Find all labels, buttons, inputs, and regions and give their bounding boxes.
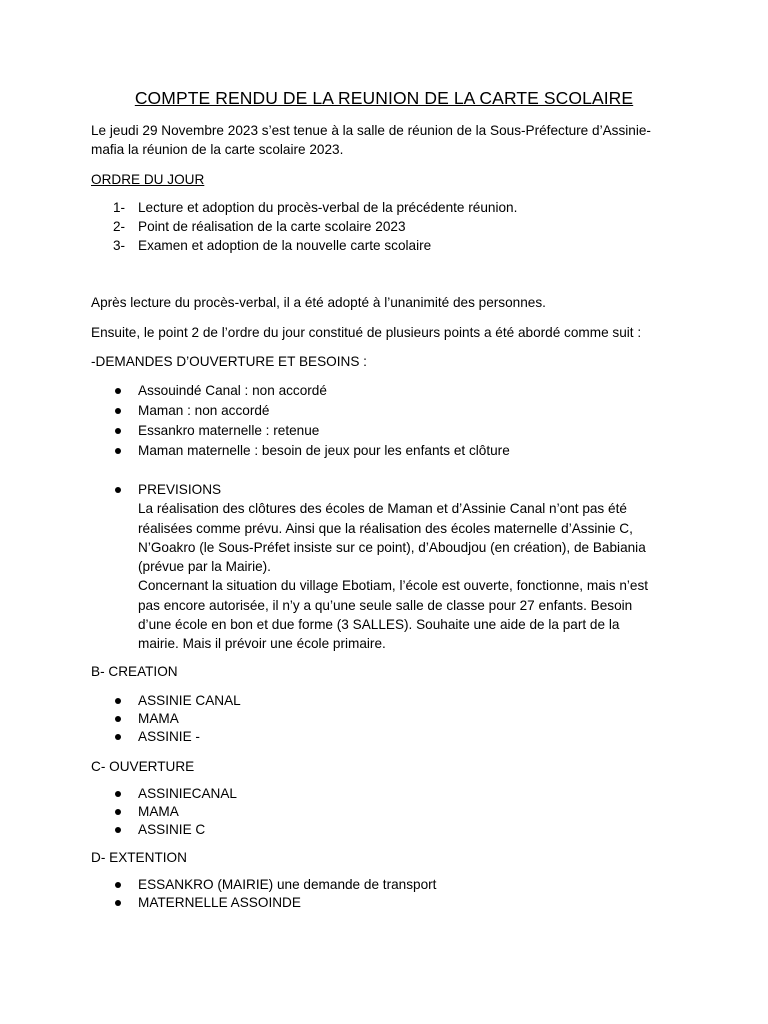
ouverture-heading: C- OUVERTURE [91,759,195,774]
bullet-icon [115,487,121,493]
list-item: ESSANKRO (MAIRIE) une demande de transport [112,876,436,894]
paragraph-adoption: Après lecture du procès-verbal, il a été adopté à l’unanimité des personnes. [91,295,546,310]
bullet-icon [115,809,121,815]
previsions-line: Concernant la situation du village Ebotiam, l’école est ouverte, fonctionne, mais n’est [138,578,649,594]
creation-list [112,692,241,746]
bullet-icon [115,448,121,454]
list-item: ASSINIE - [112,728,241,746]
bullet-icon [115,900,121,906]
previsions-line: pas encore autorisée, il n’y a qu’une seule salle de classe pour 27 enfants. Besoin [138,597,633,613]
bullet-icon [115,827,121,833]
bullet-icon [115,734,121,740]
list-item: 3- Examen et adoption de la nouvelle carte scolaire [113,238,432,253]
list-item: ASSINIECANAL [112,785,237,803]
list-item: MATERNELLE ASSOINDE [112,894,436,912]
intro-paragraph: Le jeudi 29 Novembre 2023 s’est tenue à la salle de réunion de la Sous-Préfecture d’Assinie-mafia la réunion de la carte scolaire 2023. [91,123,651,157]
bullet-icon [115,882,121,888]
list-item: Maman : non accordé [112,401,510,421]
bullet-icon [115,716,121,722]
extention-list [112,876,436,912]
previsions-line: réalisées comme prévu. Ainsi que la réalisation des écoles maternelle d’Assinie C, [138,520,633,536]
previsions-heading: PREVISIONS [138,482,222,497]
bullet-icon [115,428,121,434]
bullet-icon [115,698,121,704]
list-item: ASSINIE C [112,821,237,839]
list-item: Assouindé Canal : non accordé [112,381,510,401]
demandes-heading: -DEMANDES D’OUVERTURE ET BESOINS : [91,354,367,369]
previsions-line: mairie. Mais il prévoir une école primaire. [138,636,386,652]
list-item: Essankro maternelle : retenue [112,421,510,441]
bullet-icon [115,388,121,394]
list-item: Maman maternelle : besoin de jeux pour les enfants et clôture [112,441,510,461]
list-item: 1- Lecture et adoption du procès-verbal de la précédente réunion. [113,200,518,215]
ouverture-list [112,785,237,839]
paragraph-point-2: Ensuite, le point 2 de l’ordre du jour constitué de plusieurs points a été abordé comme suit : [91,325,642,340]
creation-heading: B- CREATION [91,664,178,679]
previsions-line: N’Goakro (le Sous-Préfet insiste sur ce point), d’Aboudjou (en création), de Babiania [138,539,646,555]
demandes-list [112,381,510,461]
extention-heading: D- EXTENTION [91,850,187,865]
bullet-icon [115,408,121,414]
previsions-line: d’une école en bon et due forme (3 SALLES). Souhaite une aide de la part de la [138,617,620,633]
list-item: MAMA [112,803,237,821]
ordre-du-jour-list [113,198,517,255]
list-item: ASSINIE CANAL [112,692,241,710]
list-item: MAMA [112,710,241,728]
previsions-line: (prévue par la Mairie). [138,559,271,575]
bullet-icon [115,791,121,797]
document-title: COMPTE RENDU DE LA REUNION DE LA CARTE SCOLAIRE [134,88,634,108]
ordre-du-jour-heading: ORDRE DU JOUR [91,172,205,187]
previsions-line: La réalisation des clôtures des écoles de Maman et d’Assinie Canal n’ont pas été [138,501,627,517]
list-item: 2- Point de réalisation de la carte scolaire 2023 [113,219,406,234]
